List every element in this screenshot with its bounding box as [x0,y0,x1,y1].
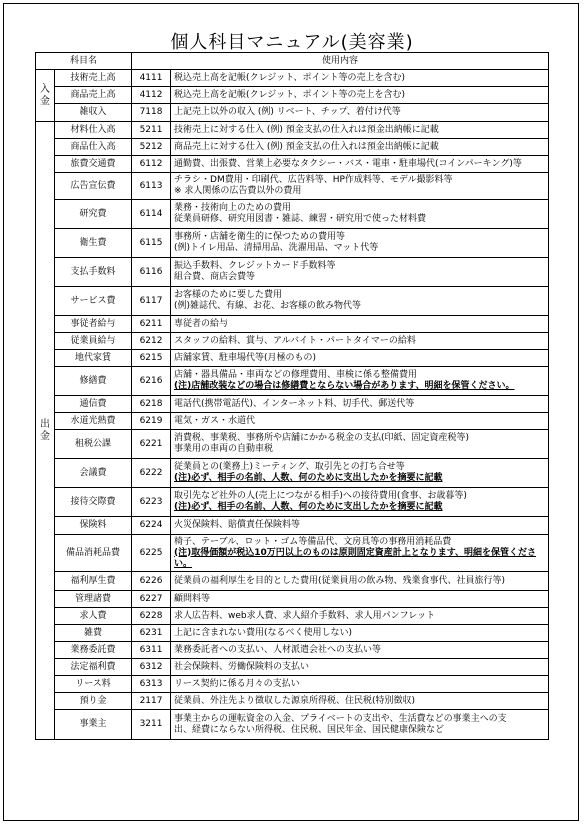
table-row [36,459,549,488]
usage-description [171,413,549,430]
usage-description [171,396,549,413]
usage-line: 業務・技術向上のための費用 [174,203,292,213]
account-name: 修繕費 [55,367,132,396]
table-row [36,104,549,122]
account-code: 6219 [132,413,171,430]
usage-line: 通勤費、出張費、営業上必要なタクシー・バス・電車・駐車場代(コインパーキング)等 [174,158,522,169]
account-code: 6311 [132,642,171,659]
usage-description [171,625,549,642]
usage-line: 店舗・器具備品・車両などの修理費用、車検に係る整備費用 [174,370,418,380]
account-code: 6312 [132,659,171,676]
account-code: 6225 [132,535,171,572]
account-code: 6222 [132,459,171,488]
usage-description [171,488,549,517]
table-row [36,173,549,200]
account-name: 通信費 [55,396,132,413]
usage-description [171,535,549,572]
account-code: 6112 [132,156,171,173]
account-code: 6116 [132,258,171,287]
usage-line: (例)トイレ用品、清掃用品、洗濯用品、マット代等 [174,243,379,253]
account-code: 4111 [132,70,171,87]
account-name: 備品消耗品費 [55,535,132,572]
table-row [36,572,549,591]
account-name: 商品売上高 [55,87,132,104]
table-row [36,535,549,572]
table-row [36,488,549,517]
table-row [36,642,549,659]
table-row [36,413,549,430]
table-row [36,229,549,258]
usage-line: 税込売上高を記帳(クレジット、ポイント等の売上を含む) [174,72,406,83]
account-name: サービス費 [55,287,132,316]
table-row [36,396,549,413]
account-code: 6228 [132,608,171,625]
table-row [36,676,549,693]
account-name: 広告宣伝費 [55,173,132,200]
table-row [36,608,549,625]
table-body [36,70,549,740]
usage-description [171,608,549,625]
table-row [36,367,549,396]
table-row [36,350,549,367]
header-usage: 使用内容 [132,53,549,70]
table-row [36,430,549,459]
usage-description [171,676,549,693]
usage-line: 上記に含まれない費用(なるべく使用しない) [174,627,353,638]
usage-line: 火災保険料、賠償責任保険料等 [174,520,301,530]
usage-description [171,104,549,122]
account-name: 事従者給与 [55,316,132,333]
usage-line: 従業員研修、研究用図書・雑誌、練習・研究用で使った材料費 [174,214,427,224]
usage-description [171,459,549,488]
account-name: 雑費 [55,625,132,642]
usage-line: 業務委託者への支払い、人材派遣会社への支払い等 [174,644,382,655]
usage-line: 消費税、事業税、事務所や店舗にかかる税金の支払(印紙、固定資産税等) [174,433,470,443]
usage-note: (注)必ず、相手の名前、人数、何のために支出したかを摘要に記載 [174,502,443,512]
usage-description [171,229,549,258]
account-name: 従業員給与 [55,333,132,350]
usage-description [171,87,549,104]
account-name: 求人費 [55,608,132,625]
usage-line: ※ 求人関係の広告費以外の費用 [174,186,302,196]
usage-description [171,367,549,396]
usage-line: (例)雑誌代、有線、お花、お客様の飲み物代等 [174,301,362,311]
usage-description [171,350,549,367]
account-code: 6215 [132,350,171,367]
usage-description [171,156,549,173]
account-name: 福利厚生費 [55,572,132,591]
table-row [36,316,549,333]
account-name: 研究費 [55,200,132,229]
account-name: 地代家賃 [55,350,132,367]
usage-note: (注)取得価額が税込10万円以上のものは原則固定資産計上となります、明細を保管ください。 [174,547,537,569]
account-code: 6224 [132,517,171,535]
account-name: 租税公課 [55,430,132,459]
usage-line: 技術売上に対する仕入 (例) 預金支払の仕入れは預金出納帳に記載 [174,124,439,135]
table-row [36,258,549,287]
usage-line: チラシ・DM費用・印刷代、広告料等、HP作成料等、モデル撮影料等 [174,175,453,185]
section-label: 出金 [36,122,55,740]
account-code: 6218 [132,396,171,413]
usage-line: 従業員との(業務上)ミーティング、取引先との打ち合せ等 [174,462,405,472]
table-row [36,87,549,104]
usage-line: 従業員の福利厚生を目的とした費用(従業員用の飲み物、残業食事代、社員旅行等) [174,575,506,586]
account-name: 材料仕入高 [55,122,132,139]
usage-line: 電話代(携帯電話代)、インターネット料、切手代、郵送代等 [174,398,415,409]
usage-line: 事業主からの運転資金の入金、プライベートの支出や、生活費などの事業主への支 [174,713,507,724]
usage-line: 取引先など社外の人(売上につながる相手)への接待費用(食事、お歳暮等) [174,491,467,501]
table-row [36,156,549,173]
usage-line: 事業用の車両の自動車税 [174,444,274,454]
account-name: 水道光熱費 [55,413,132,430]
table-row [36,625,549,642]
usage-description [171,70,549,87]
account-code: 6221 [132,430,171,459]
usage-description [171,258,549,287]
account-name: 事業主 [55,710,132,740]
account-code: 6313 [132,676,171,693]
table-row [36,693,549,710]
account-code: 6216 [132,367,171,396]
usage-line: 店舗家賃、駐車場代等(月極のもの) [174,352,317,363]
table-row [36,333,549,350]
usage-description [171,572,549,591]
account-code: 4112 [132,87,171,104]
usage-line: スタッフの給料、賞与、アルバイト・パートタイマーの給料 [174,335,416,346]
usage-line: 出、経費にならない所得税、住民税、国民年金、国民健康保険など [174,724,445,735]
account-name: 技術売上高 [55,70,132,87]
usage-description [171,591,549,608]
account-code: 3211 [132,710,171,740]
account-code: 5212 [132,139,171,156]
account-name: 接待交際費 [55,488,132,517]
usage-description [171,139,549,156]
usage-line: 振込手数料、クレジットカード手数料等 [174,261,336,271]
usage-description [171,659,549,676]
usage-description [171,710,549,740]
usage-description [171,333,549,350]
usage-line: 税込売上高を記帳(クレジット、ポイント等の売上を含む) [174,89,406,100]
account-code: 6115 [132,229,171,258]
usage-line: 求人広告料、web求人費、求人紹介手数料、求人用パンフレット [174,610,436,621]
usage-description [171,287,549,316]
usage-line: 事務所・店舗を衛生的に保つための費用等 [174,232,346,242]
usage-line: 商品売上に対する仕入 (例) 預金支払の仕入れは預金出納帳に記載 [174,141,439,152]
account-name: 商品仕入高 [55,139,132,156]
account-code: 6211 [132,316,171,333]
table-row [36,70,549,87]
account-code: 6212 [132,333,171,350]
table-row [36,659,549,676]
account-code: 5211 [132,122,171,139]
account-code: 7118 [132,104,171,122]
table-row [36,591,549,608]
usage-line: お客様のために要した費用 [174,290,283,300]
usage-description [171,517,549,535]
usage-note: (注)店舗改装などの場合は修繕費とならない場合があります、明細を保管ください。 [174,381,515,391]
usage-line: 椅子、テーブル、ロット・ゴム等備品代、文房具等の事務用消耗品費 [174,536,452,547]
usage-line: 電気・ガス・水道代 [174,415,256,426]
usage-line: 組合費、商店会費等 [174,272,256,282]
account-name: 法定福利費 [55,659,132,676]
usage-description [171,430,549,459]
account-name: 支払手数料 [55,258,132,287]
table-row [36,200,549,229]
account-code: 6114 [132,200,171,229]
account-name: リース料 [55,676,132,693]
header-row [36,53,549,70]
account-name: 管理諸費 [55,591,132,608]
section-label: 入金 [36,70,55,122]
account-name: 雑収入 [55,104,132,122]
page-title: 個人科目マニュアル(美容業) [170,32,414,53]
usage-description [171,200,549,229]
table-row [36,710,549,740]
usage-line: 従業員、外注先より徴収した源泉所得税、住民税(特別徴収) [174,695,416,706]
usage-line: 社会保険料、労働保険料の支払い [174,661,310,672]
table-row [36,122,549,139]
usage-description [171,642,549,659]
account-name: 保険料 [55,517,132,535]
usage-line: 専従者の給与 [174,318,229,329]
account-name: 旅費交通費 [55,156,132,173]
account-code: 6223 [132,488,171,517]
usage-description [171,122,549,139]
usage-line: 上記売上以外の収入 (例) リベート、チップ、着付け代等 [174,107,401,117]
account-name: 預り金 [55,693,132,710]
usage-note: (注)必ず、相手の名前、人数、何のために支出したかを摘要に記載 [174,473,443,483]
table-row [36,517,549,535]
table-row [36,287,549,316]
usage-line: 顧問料等 [174,593,211,604]
account-name: 会議費 [55,459,132,488]
account-code: 6227 [132,591,171,608]
usage-line: リース契約に係る月々の支払い [174,678,300,689]
account-code: 2117 [132,693,171,710]
table-row [36,139,549,156]
account-name: 衛生費 [55,229,132,258]
account-code: 6231 [132,625,171,642]
account-table [35,52,549,740]
account-name: 業務委託費 [55,642,132,659]
account-code: 6226 [132,572,171,591]
usage-description [171,316,549,333]
header-account: 科目名 [36,53,132,70]
account-code: 6113 [132,173,171,200]
usage-description [171,173,549,200]
account-code: 6117 [132,287,171,316]
usage-description [171,693,549,710]
